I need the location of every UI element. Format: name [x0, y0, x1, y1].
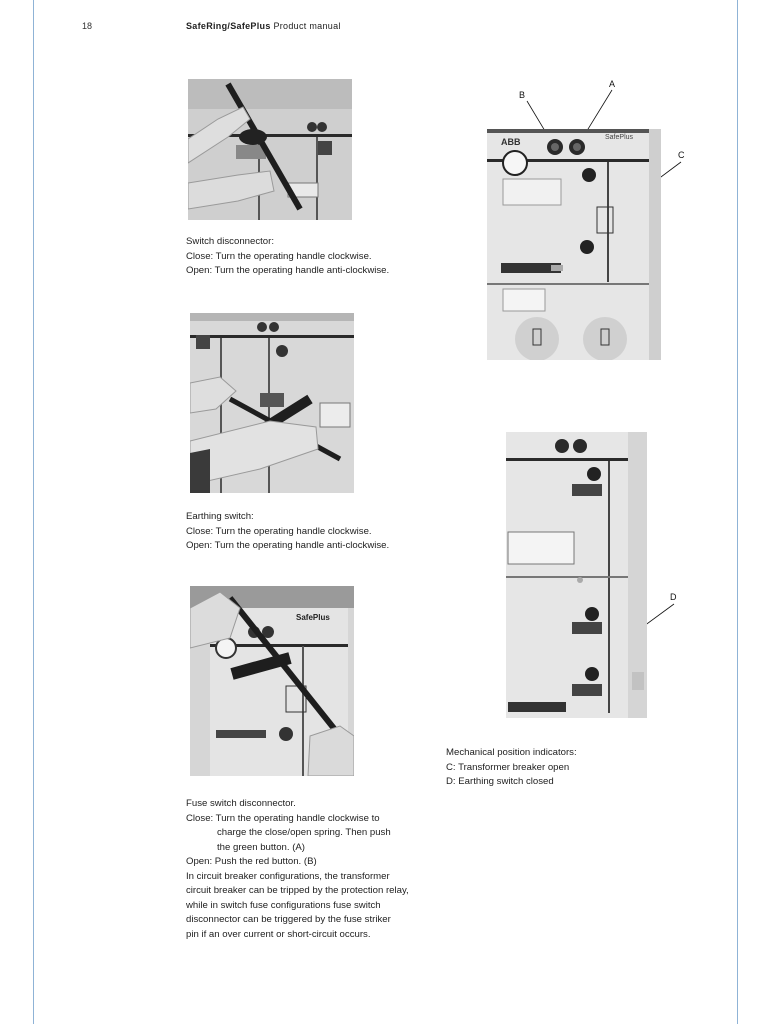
- earthing-switch-close: Close: Turn the operating handle clockwise.: [186, 525, 372, 537]
- fuse-switch-body-3: while in switch fuse configurations fuse switch: [186, 899, 381, 911]
- fuse-switch-panel-label: SafePlus: [296, 613, 330, 622]
- fuse-switch-body-1: In circuit breaker configurations, the transformer: [186, 870, 390, 882]
- panel-d-photo: [506, 432, 647, 718]
- callout-b-label: B: [519, 90, 526, 100]
- fuse-switch-body-4: disconnector can be triggered by the fuse striker: [186, 914, 391, 925]
- earthing-switch-open: Open: Turn the operating handle anti-clockwise.: [186, 540, 390, 551]
- indicator-c-text: C: Transformer breaker open: [446, 761, 570, 773]
- indicator-d-text: D: Earthing switch closed: [446, 776, 554, 787]
- page-number: 18: [82, 21, 93, 31]
- fuse-switch-body-2: circuit breaker can be tripped by the protection relay,: [186, 885, 409, 896]
- fuse-switch-title: Fuse switch disconnector.: [186, 798, 296, 809]
- fuse-switch-open: Open: Push the red button. (B): [186, 856, 317, 867]
- panel-abc-photo: [487, 129, 661, 360]
- switch-disconnector-title: Switch disconnector:: [186, 236, 274, 247]
- header-brand: SafeRing/SafePlus: [186, 21, 271, 31]
- switch-disconnector-open: Open: Turn the operating handle anti-clockwise.: [186, 265, 390, 276]
- mechanical-indicators-caption: [446, 746, 686, 790]
- callout-c-label: C: [678, 150, 685, 160]
- mechanical-indicators-title: Mechanical position indicators:: [446, 747, 577, 758]
- abb-logo-text: ABB: [501, 137, 521, 147]
- callout-d-label: D: [670, 592, 677, 602]
- switch-disconnector-close: Close: Turn the operating handle clockwise.: [186, 250, 372, 262]
- fuse-switch-body-5: pin if an over current or short-circuit occurs.: [186, 928, 371, 940]
- earthing-switch-title: Earthing switch:: [186, 511, 254, 522]
- callout-a-label: A: [609, 79, 616, 89]
- fuse-switch-close-2: charge the close/open spring. Then push: [217, 827, 391, 838]
- fuse-switch-close-3: the green button. (A): [217, 841, 305, 853]
- safeplus-label: SafePlus: [605, 134, 634, 141]
- fuse-switch-close-1: Close: Turn the operating handle clockwise to: [186, 812, 380, 824]
- header-subtitle: Product manual: [273, 21, 341, 31]
